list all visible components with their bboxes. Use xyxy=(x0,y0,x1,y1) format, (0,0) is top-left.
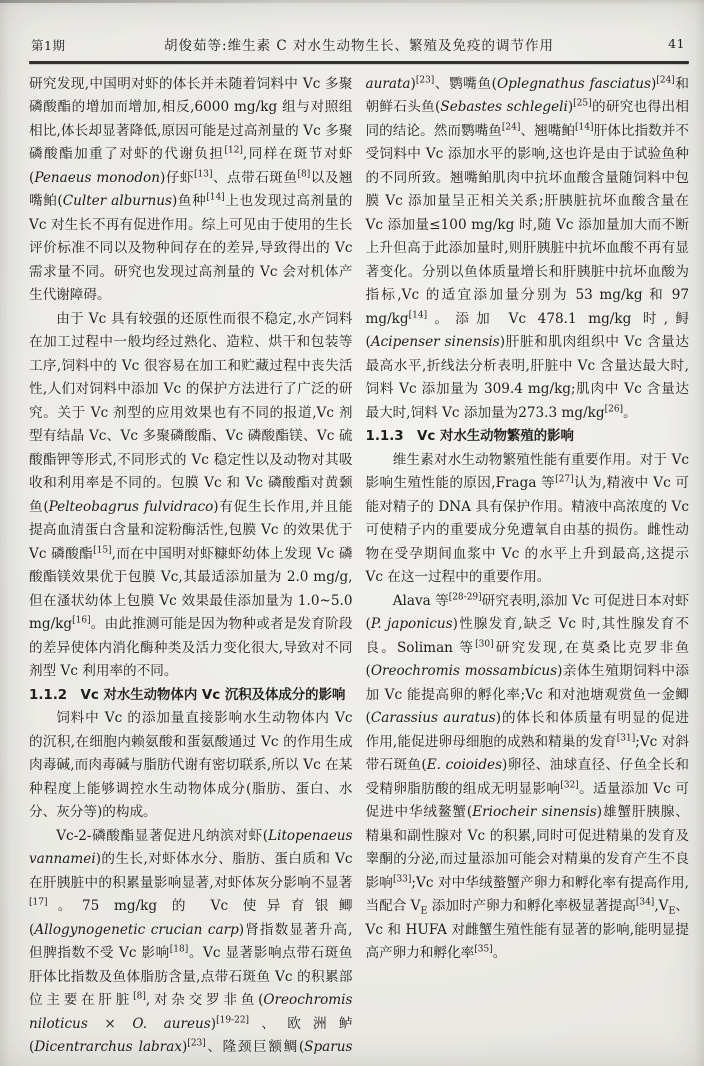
page-content xyxy=(29,0,689,1065)
article-two-column-flow xyxy=(29,73,689,1065)
running-title: 胡俊茹等:维生素 C 对水生动物生长、繁殖及免疫的调节作用 xyxy=(164,38,554,54)
body-paragraph: Vc-2-磷酸酯显著促进凡纳滨对虾(Litopenaeus vannamei)的生长,对虾体水分、脂肪、蛋白质和 Vc 在肝胰脏中的积累量影响显著,对虾体灰分影响不显著[17]。75 mg/kg 的 Vc 使异育银鲫(Allogynogenetic crucian carp)肾指数显著升高,但脾指数不受 Vc 影响[18]。Vc 显著影响点带石斑鱼肝体比指数及鱼体脂肪含量,点带石斑鱼 Vc 的积累部位主要在肝脏[8],对杂交罗非鱼(Oreochromis niloticus × O. aureus)[19-22]、欧洲鲈(Dicentrarchus labrax)[23]、隆颈巨额鲷(Sparus aurata)[23]、鹦嘴鱼(Oplegnathus fasciatus)[24]和朝鲜石头鱼(Sebastes schlegeli)[25]的研究也得出相同的结论。然而鹦嘴鱼[24]、翘嘴鲌[14]肝体比指数并不受饲料中 Vc 添加水平的影响,这也许是由于试验鱼种的不同所致。翘嘴鲌肌肉中抗坏血酸含量随饲料中包膜 Vc 添加量呈正相关关系;肝胰脏抗坏血酸含量在 Vc 添加量≤100 mg/kg 时,随 Vc 添加量加大而不断上升但高于此添加量时,则肝胰脏中抗坏血酸不再有显著变化。分别以鱼体质量增长和肝胰脏中抗坏血酸为指标,Vc 的适宜添加量分别为 53 mg/kg 和 97 mg/kg[14]。添加 Vc 478.1 mg/kg 时,鲟(Acipenser sinensis)肝脏和肌肉组织中 Vc 含量达最高水平,折线法分析表明,肝脏中 Vc 含量达最大时,饲料 Vc 添加量为 309.4 mg/kg;肌肉中 Vc 含量达最大时,饲料 Vc 添加量为273.3 mg/kg[26]。 xyxy=(29,74,689,1055)
section-heading: 1.1.3 Vc 对水生动物繁殖的影响 xyxy=(365,429,574,444)
body-paragraph: Alava 等[28-29]研究表明,添加 Vc 可促进日本对虾(P. japonicus)性腺发育,缺乏 Vc 时,其性腺发育不良。Soliman 等[30]研究发现,在莫桑比克罗非鱼(Oreochromis mossambicus)亲体生殖期饲料中添加 Vc 能提高卵的孵化率;Vc 和对池塘观赏鱼一金鲫(Carassius auratus)的体长和体质量有明显的促进作用,能促进卵母细胞的成熟和精巢的发育[31];Vc 对斜带石斑鱼(E. coioides)卵径、油球直径、仔鱼全长和受精卵脂肪酸的组成无明显影响[32]。适量添加 Vc 可促进中华绒鳌蟹(Eriocheir sinensis)雄蟹肝胰腺、精巢和副性腺对 Vc 的积累,同时可促进精巢的发育及睾酮的分泌,而过量添加可能会对精巢的发育产生不良影响[33];Vc 对中华绒螯蟹产卵力和孵化率有提高作用,当配合 $V_E$ 添加时产卵力和孵化率极显著提高$[34],V_E$、Vc 和 HUFA 对雌蟹生殖性能有显著的影响,能明显提高产卵力和孵化率[35]。 xyxy=(365,591,689,961)
page-header xyxy=(29,34,689,54)
issue-label: 第1期 xyxy=(31,38,66,53)
body-paragraph: 由于 Vc 具有较强的还原性而很不稳定,水产饲料在加工过程中一般均经过熟化、造粒、烘干和包装等工序,饲料中的 Vc 很容易在加工和贮藏过程中丧失活性,人们对饲料中添加 Vc 的保护方法进行了广泛的研究。关于 Vc 剂型的应用效果也有不同的报道,Vc 剂型有结晶 Vc、Vc 多聚磷酸酯、Vc 磷酸酯镁、Vc 硫酸酯钾等形式,不同形式的 Vc 稳定性以及动物对其吸收和利用率是不同的。包膜 Vc 和 Vc 磷酸酯对黄颡鱼(Pelteobagrus fulvidraco)有促生长作用,并且能提高血清蛋白含量和淀粉酶活性,包膜 Vc 的效果优于 Vc 磷酸酯[15],而在中国明对虾糠虾幼体上发现 Vc 磷酸酯镁效果优于包膜 Vc,其最适添加量为 2.0 mg/g,但在溞状幼体上包膜 Vc 效果最佳添加量为 1.0~5.0 mg/kg[16]。由此推测可能是因为物种或者是发育阶段的差异使体内消化酶种类及活力变化很大,导致对不同剂型 Vc 利用率的不同。 xyxy=(29,310,353,679)
section-heading: 1.1.2 Vc 对水生动物体内 Vc 沉积及体成分的影响 xyxy=(29,687,346,703)
header-rule xyxy=(29,61,689,64)
page-number: 41 xyxy=(668,36,685,51)
body-paragraph: 维生素对水生动物繁殖性能有重要作用。对于 Vc 影响生殖性能的原因,Fraga 等[27]认为,精液中 Vc 可能对精子的 DNA 具有保护作用。精液中高浓度的 Vc 可使精子内的重要成分免遭氧自由基的损伤。雌性动物在受孕期间血浆中 Vc 的水平上升到最高,这提示 Vc 在这一过程中的重要作用。 xyxy=(365,451,689,585)
body-paragraph: 研究发现,中国明对虾的体长并未随着饲料中 Vc 多聚磷酸酯的增加而增加,相反,6000 mg/kg 组与对照组相比,体长却显著降低,原因可能是过高剂量的 Vc 多聚磷酸酯加重了对虾的代谢负担[12],同样在斑节对虾(Penaeus monodon)仔虾[13]、点带石斑鱼[8]以及翘嘴鲌(Culter alburnus)鱼种[14]上也发现过高剂量的 Vc 对生长不再有促进作用。综上可见由于使用的生长评价标准不同以及物种间存在的差异,导致得出的 Vc 需求量不同。研究也发现过高剂量的 Vc 会对机体产生代谢障碍。 xyxy=(29,75,353,303)
body-paragraph: 饲料中 Vc 的添加量直接影响水生动物体内 Vc 的沉积,在细胞内赖氨酸和蛋氨酸通过 Vc 的作用生成肉毒碱,而肉毒碱与脂肪代谢有密切联系,所以 Vc 在某种程度上能够调控水生动物体成分(脂肪、蛋白、水分、灰分等)的构成。 xyxy=(29,710,353,820)
